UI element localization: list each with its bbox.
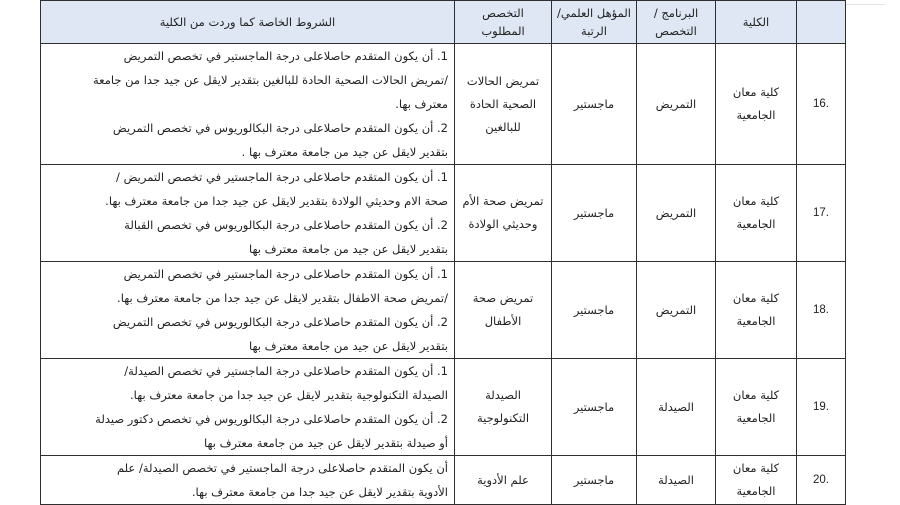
specialization-line: علم الأدوية xyxy=(477,472,529,487)
table-row xyxy=(41,359,846,456)
college-cell xyxy=(716,262,797,359)
college-line: الجامعية xyxy=(736,217,776,231)
condition-line: 2. أن يكون المتقدم حاصلاعلى درجة البكالوريوس في تخصص التمريض xyxy=(112,121,448,135)
condition-line: 1. أن يكون المتقدم حاصلاعلى درجة الماجستير في تخصص الصيدلة/ xyxy=(124,364,448,378)
program-cell: التمريض xyxy=(637,165,716,262)
condition-line: أن يكون المتقدم حاصلاعلى درجة الماجستير في تخصص الصيدلة/ علم xyxy=(116,461,448,475)
condition-line: 2. أن يكون المتقدم حاصلاعلى درجة البكالوريوس في تخصص دكتور صيدلة xyxy=(95,412,448,426)
row-number: .16 xyxy=(797,44,846,165)
college-line: كلية معان xyxy=(732,85,780,99)
college-line: الجامعية xyxy=(736,411,776,425)
condition-line: معترف بها. xyxy=(395,97,448,111)
specialization-line: وحديثي الولادة xyxy=(468,217,538,231)
row-number: .19 xyxy=(797,359,846,456)
table-row xyxy=(41,44,846,165)
header-specialization: التخصص المطلوب xyxy=(455,1,552,44)
conditions-cell xyxy=(41,44,455,165)
condition-line: 1. أن يكون المتقدم حاصلاعلى درجة الماجستير في تخصص التمريض xyxy=(123,49,448,63)
program-cell: التمريض xyxy=(637,44,716,165)
row-number: .20 xyxy=(797,456,846,505)
specialization-line: التكنولوجية xyxy=(476,411,530,425)
condition-line: بتقدير لايقل عن جيد من جامعة معترف بها . xyxy=(241,145,448,159)
college-cell xyxy=(716,359,797,456)
condition-line: بتقدير لايقل عن جيد من جامعة معترف بها xyxy=(248,339,448,353)
condition-line: 2. أن يكون المتقدم حاصلاعلى درجة البكالوريوس في تخصص التمريض xyxy=(112,315,448,329)
condition-line: الصيدلة التكنولوجية بتقدير لايقل عن جيد جدا من جامعة معترف بها. xyxy=(130,388,448,402)
college-cell xyxy=(716,456,797,505)
table-body xyxy=(41,44,846,505)
specialization-cell xyxy=(455,262,552,359)
table-row xyxy=(41,262,846,359)
specialization-cell xyxy=(455,44,552,165)
condition-line: أو صيدلة بتقدير لايقل عن جيد من جامعة معترف بها xyxy=(203,436,448,450)
program-cell: الصيدلة xyxy=(637,456,716,505)
specialization-line: الصيدلة xyxy=(485,388,521,402)
condition-line: /تمريض صحة الاطفال بتقدير لايقل عن جيد جدا من جامعة معترف بها. xyxy=(117,291,448,305)
college-line: كلية معان xyxy=(732,461,780,475)
specialization-line: الصحية الحادة xyxy=(469,96,537,111)
table-row xyxy=(41,456,846,505)
qualification-cell: ماجستير xyxy=(552,359,637,456)
header-conditions: الشروط الخاصة كما وردت من الكلية xyxy=(41,1,455,44)
header-program: البرنامج / التخصص xyxy=(637,1,716,44)
vacancies-table xyxy=(40,0,846,505)
specialization-cell xyxy=(455,359,552,456)
header-number xyxy=(797,1,846,44)
condition-line: 1. أن يكون المتقدم حاصلاعلى درجة الماجستير في تخصص التمريض / xyxy=(116,170,448,184)
header-college: الكلية xyxy=(716,1,797,44)
college-cell xyxy=(716,44,797,165)
specialization-line: للبالغين xyxy=(485,119,521,134)
table-row xyxy=(41,165,846,262)
qualification-cell: ماجستير xyxy=(552,456,637,505)
header-qualification: المؤهل العلمي/الرتبة xyxy=(552,1,637,44)
conditions-cell xyxy=(41,456,455,505)
row-number: .18 xyxy=(797,262,846,359)
specialization-line: تمريض الحالات xyxy=(466,73,540,88)
qualification-cell: ماجستير xyxy=(552,262,637,359)
specialization-cell xyxy=(455,165,552,262)
condition-line: بتقدير لايقل عن جيد من جامعة معترف بها xyxy=(248,242,448,256)
college-line: الجامعية xyxy=(736,314,776,328)
conditions-cell xyxy=(41,359,455,456)
college-line: كلية معان xyxy=(732,194,780,208)
program-cell: التمريض xyxy=(637,262,716,359)
specialization-line: تمريض صحة xyxy=(472,291,534,305)
conditions-cell xyxy=(41,165,455,262)
specialization-line: الأطفال xyxy=(484,314,522,328)
program-cell: الصيدلة xyxy=(637,359,716,456)
condition-line: 2. أن يكون المتقدم حاصلاعلى درجة البكالوريوس في تخصص القبالة xyxy=(124,218,448,232)
table-header-row xyxy=(41,1,846,44)
college-cell xyxy=(716,165,797,262)
condition-line: صحة الام وحديثي الولادة بتقدير لايقل عن جيد جدا من جامعة معترف بها. xyxy=(105,194,448,208)
college-line: الجامعية xyxy=(736,484,776,498)
condition-line: 1. أن يكون المتقدم حاصلاعلى درجة الماجستير في تخصص التمريض xyxy=(123,267,448,281)
conditions-cell xyxy=(41,262,455,359)
qualification-cell: ماجستير xyxy=(552,165,637,262)
specialization-line: تمريض صحة الأم xyxy=(462,194,544,208)
college-line: الجامعية xyxy=(736,108,776,122)
condition-line: /تمريض الحالات الصحية الحادة للبالغين بتقدير لايقل عن جيد جدا من جامعة xyxy=(93,73,448,87)
specialization-cell xyxy=(455,456,552,505)
condition-line: الأدوية بتقدير لايقل عن جيد جدا من جامعة معترف بها. xyxy=(191,485,448,499)
college-line: كلية معان xyxy=(732,291,780,305)
qualification-cell: ماجستير xyxy=(552,44,637,165)
row-number: .17 xyxy=(797,165,846,262)
college-line: كلية معان xyxy=(732,388,780,402)
